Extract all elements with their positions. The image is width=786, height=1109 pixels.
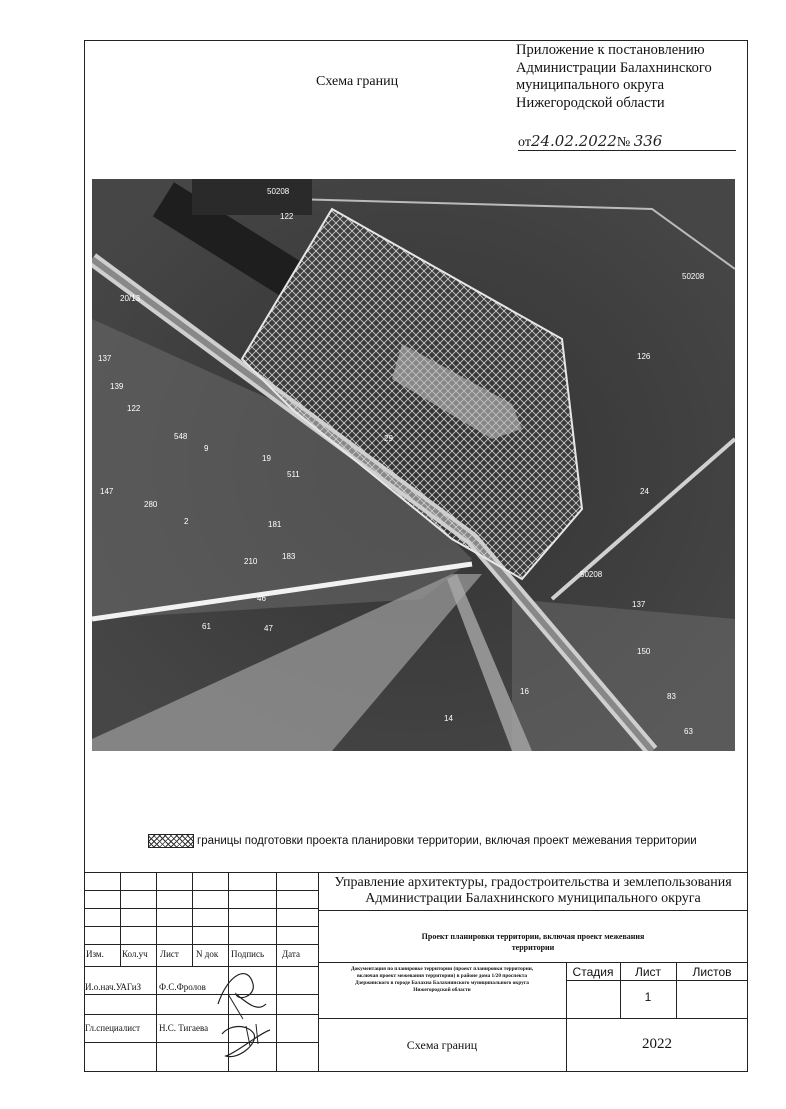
signature-icon xyxy=(208,964,278,1064)
map-label: 61 xyxy=(202,622,211,631)
satellite-map xyxy=(92,179,735,751)
stamp-line xyxy=(318,962,748,963)
map-label: 19 xyxy=(262,454,271,463)
map-label: 126 xyxy=(637,352,651,361)
title-block xyxy=(84,872,748,1072)
col-header-izm: Изм. xyxy=(86,949,104,959)
map-label: 139 xyxy=(110,382,124,391)
legend xyxy=(148,833,697,849)
map-label: 47 xyxy=(264,624,273,633)
project-title-line: территории xyxy=(511,943,555,952)
map-label: 122 xyxy=(280,212,294,221)
stamp-line xyxy=(192,872,193,967)
doc-description-line: Нижегородской области xyxy=(413,987,471,993)
stamp-line xyxy=(84,908,318,909)
signer-name: Ф.С.Фролов xyxy=(159,982,206,992)
col-header-kol-uch: Кол.уч xyxy=(122,949,148,959)
date-number-line xyxy=(518,132,736,151)
map-label: 24 xyxy=(640,487,649,496)
map-label: 511 xyxy=(287,470,300,479)
map-label: 50208 xyxy=(682,272,705,281)
stamp-line xyxy=(84,872,748,873)
doc-description-line: Дзержинского в городе Балахна Балахнинского муниципального округа xyxy=(355,980,529,986)
stamp-line xyxy=(84,994,318,995)
map-label: 63 xyxy=(684,727,693,736)
doc-description-line: Документация по планировке территории (проект планировки территории, xyxy=(350,966,534,972)
stage-label: Стадия xyxy=(572,965,614,979)
map-label: 150 xyxy=(637,647,651,656)
map-label: 50208 xyxy=(580,570,603,579)
signer-role: И.о.нач.УАГиЗ xyxy=(85,982,142,992)
col-header-data: Дата xyxy=(282,949,300,959)
map-label: 14 xyxy=(444,714,453,723)
map-label: 137 xyxy=(98,354,112,363)
handwritten-number: 336 xyxy=(633,132,663,150)
map-label: 137 xyxy=(632,600,646,609)
map-label: 183 xyxy=(282,552,296,561)
appendix-block xyxy=(516,42,746,112)
signer-name: Н.С. Тигаева xyxy=(159,1023,209,1033)
col-header-list: Лист xyxy=(160,949,179,959)
building xyxy=(192,179,312,215)
col-header-n-dok: N док xyxy=(196,949,219,959)
hatch-swatch-icon xyxy=(148,834,194,848)
org-name-line: Администрации Балахнинского муниципального округа xyxy=(365,891,701,906)
map-label: 122 xyxy=(127,404,141,413)
stamp-line xyxy=(84,1042,318,1043)
stamp-line xyxy=(84,1014,318,1015)
stamp-line xyxy=(84,966,318,967)
map-label: 83 xyxy=(667,692,676,701)
map-svg xyxy=(92,179,735,751)
map-label: 50208 xyxy=(267,187,290,196)
map-label: 280 xyxy=(144,500,158,509)
appendix-line: Администрации Балахнинского xyxy=(516,59,712,76)
scheme-title: Схема границ xyxy=(316,74,399,89)
sheet-title: Схема границ xyxy=(406,1038,478,1052)
stamp-line xyxy=(318,1018,748,1019)
sheets-label: Листов xyxy=(692,965,732,979)
signer-role: Гл.специалист xyxy=(85,1023,141,1033)
map-label: 20/13 xyxy=(120,294,141,303)
appendix-line: муниципального округа xyxy=(516,77,665,93)
org-name-line: Управление архитектуры, градостроительства и землепользования xyxy=(334,875,732,890)
stamp-line xyxy=(84,944,318,945)
date-prefix: от xyxy=(518,135,531,150)
map-label: 147 xyxy=(100,487,114,496)
map-label: 46 xyxy=(257,594,266,603)
project-title-line: Проект планировки территории, включая проект межевания xyxy=(421,932,645,941)
stamp-line xyxy=(120,872,121,967)
year: 2022 xyxy=(642,1036,672,1052)
map-label: 548 xyxy=(174,432,188,441)
legend-text: границы подготовки проекта планировки территории, включая проект межевания территории xyxy=(197,835,697,847)
number-prefix: № xyxy=(616,135,631,150)
appendix-line: Нижегородской области xyxy=(516,94,665,111)
stamp-line xyxy=(566,980,748,981)
stamp-line xyxy=(318,910,748,911)
col-header-podpis: Подпись xyxy=(231,949,265,959)
stamp-line xyxy=(84,926,318,927)
map-label: 181 xyxy=(268,520,282,529)
handwritten-date: 24.02.2022 xyxy=(530,132,617,150)
sheet-number: 1 xyxy=(644,990,652,1004)
stamp-line xyxy=(84,890,318,891)
map-label: 210 xyxy=(244,557,258,566)
map-label: 2 xyxy=(184,517,189,526)
map-label: 16 xyxy=(520,687,529,696)
doc-description-line: включая проект межевания территории) в районе дома 1/20 проспекта xyxy=(356,973,528,979)
doc-description xyxy=(320,966,564,994)
sheet-label: Лист xyxy=(634,965,662,979)
map-label: 29 xyxy=(384,434,393,443)
appendix-line: Приложение к постановлению xyxy=(516,42,705,58)
map-label: 9 xyxy=(204,444,209,453)
